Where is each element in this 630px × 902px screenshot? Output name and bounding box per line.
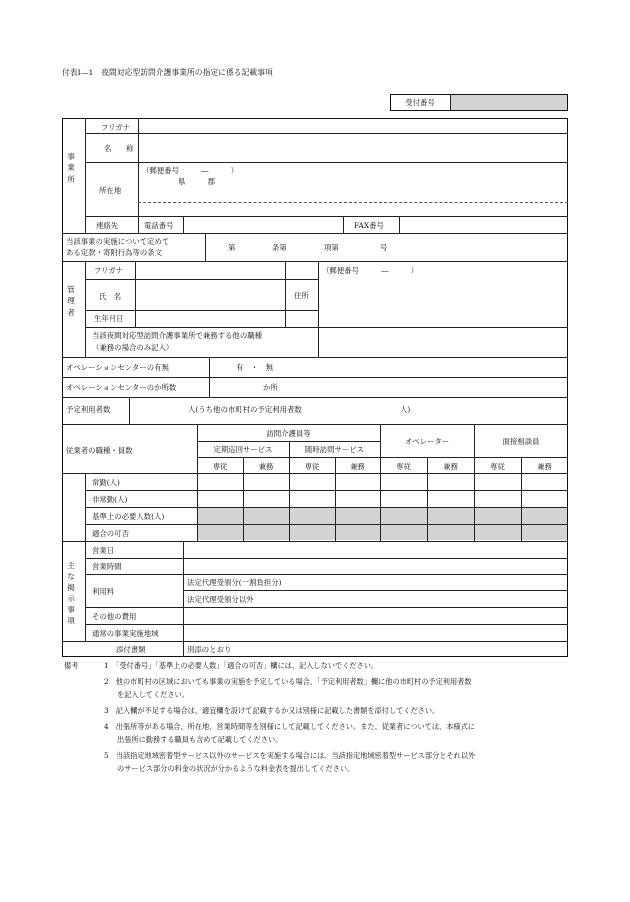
operation-center-presence-value[interactable]: 有 ・ 無 bbox=[236, 363, 273, 372]
remark-line: を記入してください。 bbox=[117, 690, 189, 699]
business-name-label: 名 称 bbox=[104, 144, 134, 153]
staff-part-time-header: 兼務 bbox=[537, 462, 552, 471]
fee-other-label: 法定代理受領分以外 bbox=[187, 595, 254, 604]
staff-full-time-header: 専従 bbox=[304, 462, 320, 471]
manager-name-field[interactable] bbox=[136, 280, 284, 309]
remark-line: 2 他の市町村の区域においても事業の実施を予定している場合、「予定利用者数」欄に他の市町村の予定利用者数 bbox=[104, 677, 472, 686]
staff-row-part-time: 非常勤(人) bbox=[92, 495, 128, 504]
business-postal-line: （郵便番号 ― ） bbox=[142, 166, 239, 175]
business-fax-field[interactable] bbox=[400, 217, 567, 232]
staff-part-time-header: 兼務 bbox=[258, 462, 274, 471]
business-days-field[interactable] bbox=[184, 542, 567, 557]
business-days-label: 営業日 bbox=[92, 546, 115, 555]
reception-number-field[interactable] bbox=[450, 95, 567, 110]
business-section-label: 事業所 bbox=[67, 152, 75, 184]
manager-other-duty-line2: （兼務の場合のみ記入） bbox=[92, 343, 174, 352]
articles-item: 項第 bbox=[324, 243, 339, 252]
business-fax-label: FAX番号 bbox=[354, 221, 384, 230]
business-phone-field[interactable] bbox=[184, 217, 342, 232]
operation-center-count-unit: か所 bbox=[263, 383, 278, 392]
manager-name-label: 氏 名 bbox=[99, 292, 122, 301]
planned-users-text2: 人) bbox=[400, 405, 411, 414]
manager-other-duty-line1: 当該夜間対応型訪問介護事業所で兼務する他の職種 bbox=[92, 331, 262, 340]
manager-section-label: 管理者 bbox=[67, 285, 75, 317]
manager-other-duty-field[interactable] bbox=[319, 328, 567, 356]
reception-label: 受付番号 bbox=[405, 98, 435, 107]
business-phone-label: 電話番号 bbox=[144, 221, 174, 230]
business-furigana-label: フリガナ bbox=[101, 123, 131, 132]
staff-consultant-header: 面接相談員 bbox=[502, 437, 540, 446]
attachments-label: 添付書類 bbox=[116, 645, 146, 654]
articles-article: 第 bbox=[228, 243, 236, 252]
staff-row-required: 基準上の必要人数(人) bbox=[92, 512, 165, 521]
staff-home-care-header: 訪問介護員等 bbox=[266, 429, 311, 438]
staff-full-time-header: 専従 bbox=[212, 462, 228, 471]
business-address-field[interactable] bbox=[139, 188, 567, 215]
staff-full-time-header: 専従 bbox=[490, 462, 505, 471]
form-title: 付表Ⅰ―1 夜間対応型訪問介護事業所の指定に係る記載事項 bbox=[62, 68, 273, 77]
manager-furigana-field[interactable] bbox=[136, 262, 284, 278]
articles-label-line1: 当該事業の実施について定めて bbox=[66, 237, 170, 246]
remark-line: 出張所に勤務する職員も含めて記載してください。 bbox=[117, 735, 283, 744]
planned-users-label: 予定利用者数 bbox=[66, 405, 111, 414]
business-hours-label: 営業時間 bbox=[92, 562, 122, 571]
articles-label-line2: ある定款・寄附行為等の条文 bbox=[66, 248, 163, 257]
manager-postal-line: （郵便番号 ― ） bbox=[322, 266, 419, 275]
business-name-field[interactable] bbox=[139, 134, 567, 161]
staff-row-compliance: 適合の可否 bbox=[92, 529, 129, 538]
staff-row-full-time: 常勤(人) bbox=[92, 478, 120, 487]
operation-center-presence-label: オペレーションセンターの有無 bbox=[66, 363, 169, 372]
service-area-label: 通常の事業実施地域 bbox=[92, 629, 159, 638]
main-items-section-label: 主な掲示事項 bbox=[67, 561, 75, 625]
remark-line: 5 当該指定地域密着型サービス以外のサービスを実施する場合には、当該指定地域密着型サービス部分とそれ以外 bbox=[104, 751, 476, 760]
manager-birth-field[interactable] bbox=[136, 311, 284, 326]
staff-operator-header: オペレーター bbox=[404, 437, 450, 446]
planned-users-text1: 人(うち他の市町村の予定利用者数 bbox=[188, 405, 302, 414]
business-hours-field[interactable] bbox=[184, 559, 567, 573]
business-contact-label: 連絡先 bbox=[96, 221, 119, 230]
articles-clause: 条第 bbox=[272, 243, 287, 252]
staff-full-time-header: 専従 bbox=[396, 462, 411, 471]
remark-line: のサービス部分の料金の状況が分かるような料金表を提出してください。 bbox=[117, 764, 355, 773]
business-address-label: 所在地 bbox=[99, 186, 122, 195]
remarks-label: 備考 bbox=[64, 661, 79, 670]
remark-line: 4 出張所等がある場合、所在地、営業時間等を別様にして記載してください。また、従業者については、本様式に bbox=[104, 722, 475, 731]
fee-statutory-label: 法定代理受領分(一割負担分) bbox=[187, 578, 282, 587]
remark-line: 1 「受付番号」「基準上の必要人数」「適合の可否」欄には、記入しないでください。 bbox=[104, 661, 379, 670]
other-costs-field[interactable] bbox=[184, 608, 567, 623]
manager-furigana-label: フリガナ bbox=[94, 266, 124, 275]
remark-line: 3 記入欄が不足する場合は、適宜欄を設けて記載するか又は別様に記載した書類を添付してください。 bbox=[104, 706, 440, 715]
manager-address-field[interactable] bbox=[319, 278, 567, 326]
staff-on-call-header: 随時訪問サービス bbox=[304, 445, 365, 454]
service-area-field[interactable] bbox=[184, 625, 567, 640]
manager-address-label: 住所 bbox=[294, 291, 309, 300]
attachments-value: 別添のとおり bbox=[187, 645, 232, 654]
other-costs-label: その他の費用 bbox=[92, 612, 137, 621]
business-furigana-field[interactable] bbox=[139, 119, 567, 132]
fees-label: 利用料 bbox=[92, 587, 115, 596]
staff-regular-header: 定期巡回サービス bbox=[213, 445, 273, 454]
staff-label: 従業者の職種・員数 bbox=[66, 446, 133, 455]
staff-part-time-header: 兼務 bbox=[443, 462, 458, 471]
business-prefecture-line: 県 郡 bbox=[178, 177, 215, 186]
articles-number: 号 bbox=[380, 243, 388, 252]
manager-birth-label: 生年月日 bbox=[94, 314, 124, 323]
staff-part-time-header: 兼務 bbox=[350, 462, 365, 471]
operation-center-count-label: オペレーションセンターのか所数 bbox=[66, 383, 177, 392]
